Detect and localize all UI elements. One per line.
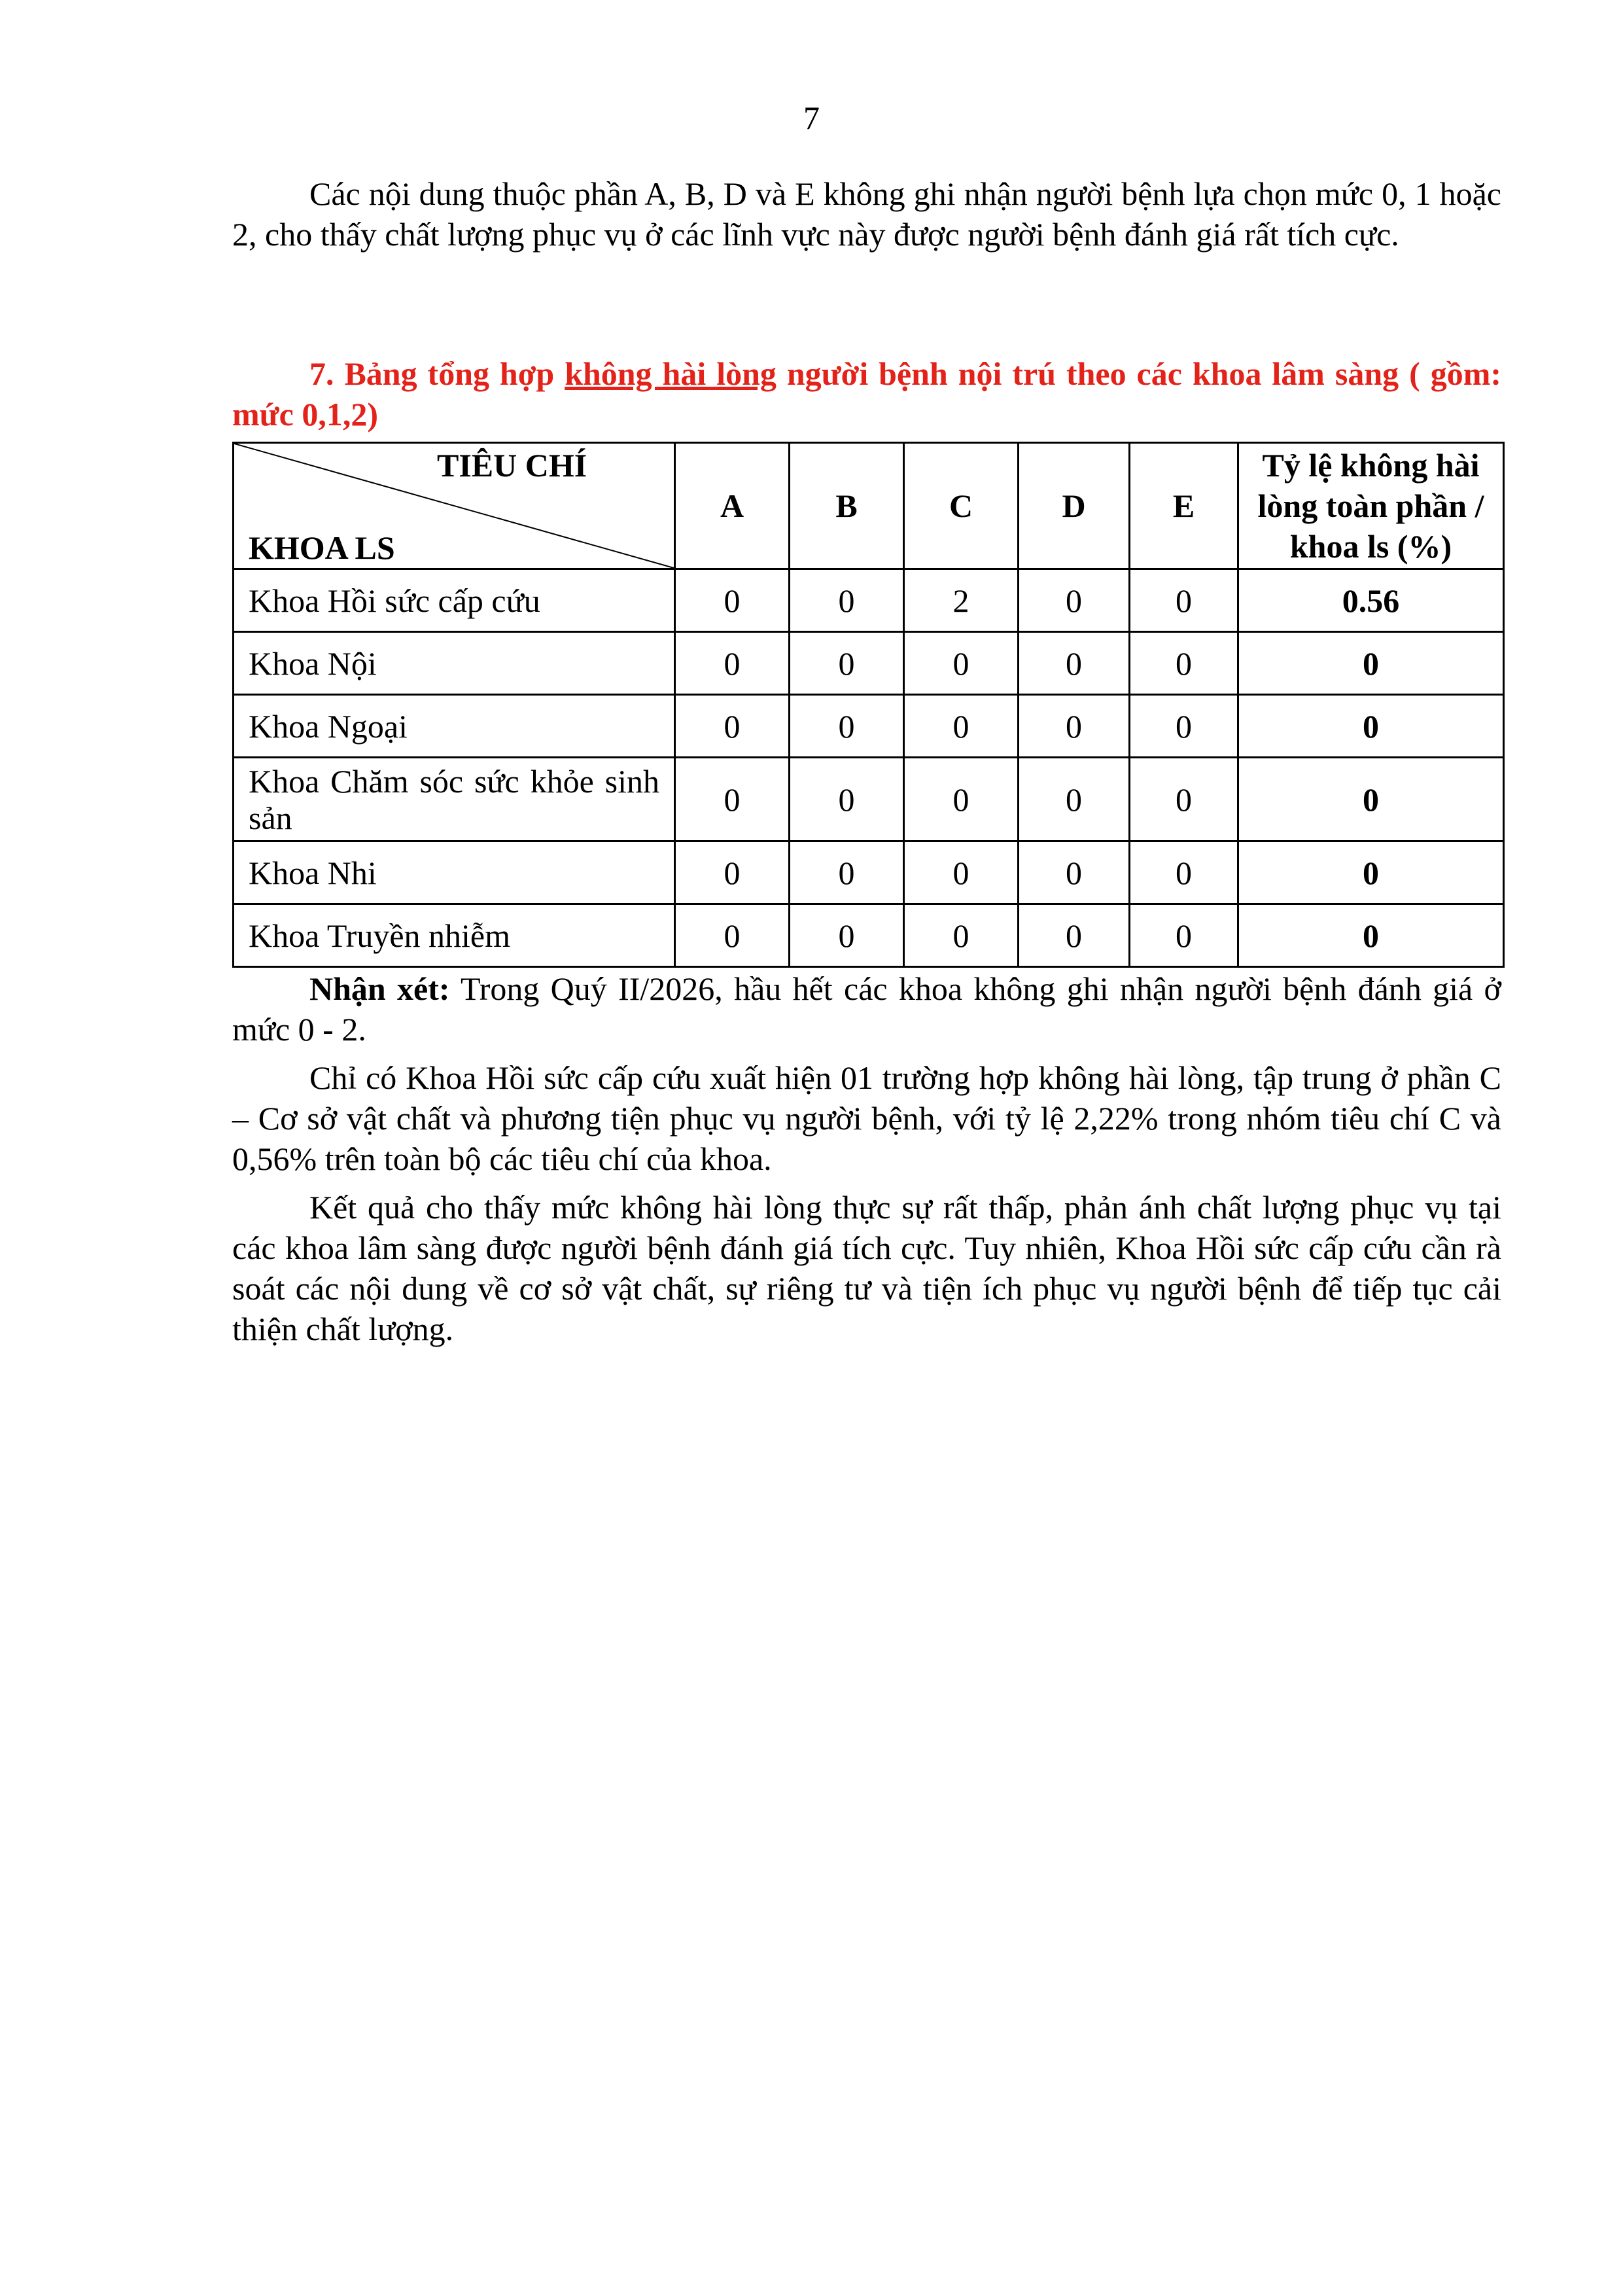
department-name: Khoa Chăm sóc sức khỏe sinh sản (234, 758, 675, 841)
value-d: 0 (1019, 841, 1130, 904)
comment-paragraph-2: Chỉ có Khoa Hồi sức cấp cứu xuất hiện 01 trường hợp không hài lòng, tập trung ở phần C – Cơ sở vật chất và phương tiện phục vụ người bệnh, với tỷ lệ 2,22% trong nhóm tiêu chí C và 0,56% trên toàn bộ các tiêu chí của khoa. (232, 1059, 1501, 1177)
dissatisfaction-rate: 0 (1238, 632, 1504, 695)
table-row (234, 569, 1504, 632)
value-b: 0 (790, 632, 904, 695)
value-e: 0 (1130, 841, 1238, 904)
column-header-d: D (1019, 443, 1130, 569)
table-row (234, 695, 1504, 758)
department-name: Khoa Truyền nhiễm (234, 904, 675, 967)
value-c: 2 (904, 569, 1019, 632)
rate-column-header: Tỷ lệ không hài lòng toàn phần / khoa ls (%) (1238, 443, 1504, 569)
dissatisfaction-rate: 0 (1238, 904, 1504, 967)
value-a: 0 (675, 904, 790, 967)
heading-text-after: người bệnh nội trú theo các khoa lâm sàng ( gồm: mức 0,1,2) (232, 355, 1501, 433)
summary-table-wrapper (232, 442, 1503, 968)
column-header-b: B (790, 443, 904, 569)
column-header-c: C (904, 443, 1019, 569)
department-name: Khoa Nội (234, 632, 675, 695)
intro-paragraph: Các nội dung thuộc phần A, B, D và E không ghi nhận người bệnh lựa chọn mức 0, 1 hoặc 2, cho thấy chất lượng phục vụ ở các lĩnh vực này được người bệnh đánh giá rất tích cực. (232, 175, 1501, 253)
value-e: 0 (1130, 758, 1238, 841)
comment-label: Nhận xét: (309, 970, 450, 1007)
value-d: 0 (1019, 632, 1130, 695)
value-b: 0 (790, 904, 904, 967)
value-e: 0 (1130, 632, 1238, 695)
table-row (234, 904, 1504, 967)
value-b: 0 (790, 841, 904, 904)
value-c: 0 (904, 904, 1019, 967)
department-header-label: KHOA LS (249, 529, 395, 566)
value-b: 0 (790, 695, 904, 758)
dissatisfaction-rate: 0.56 (1238, 569, 1504, 632)
value-a: 0 (675, 632, 790, 695)
table-row (234, 632, 1504, 695)
value-c: 0 (904, 632, 1019, 695)
dissatisfaction-rate: 0 (1238, 841, 1504, 904)
criteria-header-label: TIÊU CHÍ (437, 447, 587, 484)
comments-block (232, 968, 1501, 1349)
table-header-row (234, 443, 1504, 569)
value-b: 0 (790, 758, 904, 841)
value-e: 0 (1130, 695, 1238, 758)
table-row (234, 758, 1504, 841)
comment-paragraph-1 (232, 968, 1501, 1050)
column-header-e: E (1130, 443, 1238, 569)
value-a: 0 (675, 841, 790, 904)
heading-text-before: 7. Bảng tổng hợp (309, 355, 565, 392)
comment-paragraph-3: Kết quả cho thấy mức không hài lòng thực sự rất thấp, phản ánh chất lượng phục vụ tại các khoa lâm sàng được người bệnh đánh giá tích cực. Tuy nhiên, Khoa Hồi sức cấp cứu cần rà soát các nội dung về cơ sở vật chất, sự riêng tư và tiện ích phục vụ người bệnh để tiếp tục cải thiện chất lượng. (232, 1189, 1501, 1347)
dissatisfaction-rate: 0 (1238, 695, 1504, 758)
value-a: 0 (675, 758, 790, 841)
value-d: 0 (1019, 758, 1130, 841)
value-e: 0 (1130, 569, 1238, 632)
value-c: 0 (904, 841, 1019, 904)
department-name: Khoa Ngoại (234, 695, 675, 758)
value-d: 0 (1019, 569, 1130, 632)
column-header-a: A (675, 443, 790, 569)
value-c: 0 (904, 695, 1019, 758)
value-a: 0 (675, 569, 790, 632)
value-d: 0 (1019, 904, 1130, 967)
section-heading (232, 353, 1501, 434)
value-b: 0 (790, 569, 904, 632)
dissatisfaction-table (232, 442, 1505, 968)
department-name: Khoa Nhi (234, 841, 675, 904)
page-number: 7 (803, 99, 820, 136)
value-a: 0 (675, 695, 790, 758)
value-c: 0 (904, 758, 1019, 841)
dissatisfaction-rate: 0 (1238, 758, 1504, 841)
heading-underlined-text: không hài lòng (565, 355, 777, 392)
intro-block (232, 173, 1501, 255)
comment-text-1: Trong Quý II/2026, hầu hết các khoa không ghi nhận người bệnh đánh giá ở mức 0 - 2. (232, 970, 1501, 1048)
diagonal-header-cell (234, 443, 675, 569)
table-row (234, 841, 1504, 904)
value-e: 0 (1130, 904, 1238, 967)
value-d: 0 (1019, 695, 1130, 758)
department-name: Khoa Hồi sức cấp cứu (234, 569, 675, 632)
